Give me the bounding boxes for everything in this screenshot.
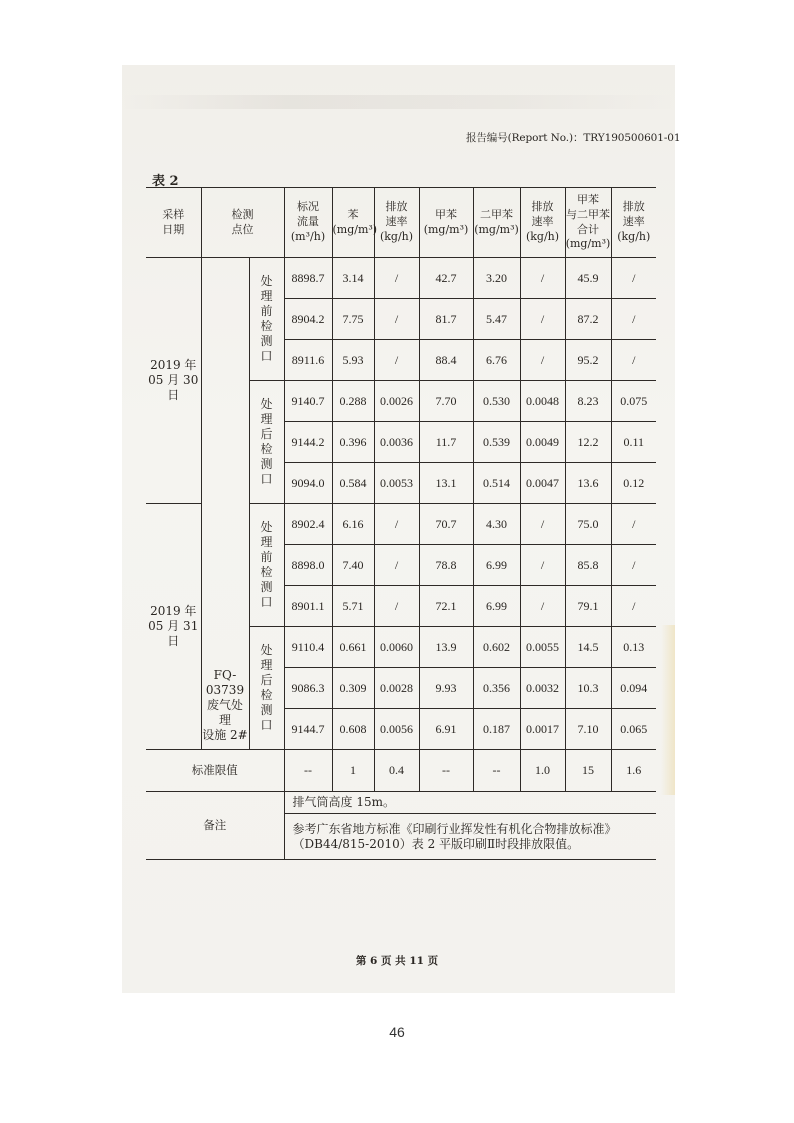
value-cell: 0.514: [473, 463, 520, 504]
value-cell: /: [374, 545, 419, 586]
limit-value: 1: [332, 750, 374, 792]
page-footer: 第 6 页 共 11 页: [355, 955, 439, 967]
remarks-line-2: 参考广东省地方标准《印刷行业挥发性有机化合物排放标准》（DB44/815-2010）表 2 平版印刷Ⅱ时段排放限值。: [284, 814, 656, 860]
value-cell: 0.602: [473, 627, 520, 668]
value-cell: 9086.3: [284, 668, 332, 709]
value-cell: 0.0048: [520, 381, 565, 422]
value-cell: 0.356: [473, 668, 520, 709]
value-cell: 5.71: [332, 586, 374, 627]
value-cell: /: [520, 504, 565, 545]
facility-cell: [201, 258, 249, 750]
value-cell: 0.13: [611, 627, 656, 668]
value-cell: 0.608: [332, 709, 374, 750]
value-cell: 7.10: [565, 709, 611, 750]
before-treatment-point: [249, 258, 284, 381]
col-header-total-rate: 排放 速率 (kg/h): [611, 188, 656, 258]
value-cell: 0.530: [473, 381, 520, 422]
value-cell: 6.99: [473, 545, 520, 586]
value-cell: /: [611, 258, 656, 299]
value-cell: 8.23: [565, 381, 611, 422]
value-cell: /: [611, 299, 656, 340]
value-cell: 3.14: [332, 258, 374, 299]
value-cell: /: [374, 340, 419, 381]
remarks-label: 备注: [146, 792, 284, 860]
sample-date: 2019 年 05 月 31 日: [148, 604, 199, 648]
limit-row: [146, 750, 656, 792]
value-cell: /: [611, 586, 656, 627]
limit-value: --: [419, 750, 473, 792]
before-treatment-point: [249, 504, 284, 627]
sample-date: 2019 年 05 月 30 日: [148, 358, 199, 402]
value-cell: 0.0028: [374, 668, 419, 709]
value-cell: 12.2: [565, 422, 611, 463]
faded-header: [122, 95, 675, 109]
limit-value: --: [473, 750, 520, 792]
value-cell: 79.1: [565, 586, 611, 627]
page-number: 46: [389, 1024, 405, 1040]
value-cell: 13.1: [419, 463, 473, 504]
value-cell: /: [374, 586, 419, 627]
value-cell: 0.396: [332, 422, 374, 463]
table-label: 表 2: [152, 174, 179, 189]
value-cell: 6.76: [473, 340, 520, 381]
value-cell: 5.93: [332, 340, 374, 381]
value-cell: 72.1: [419, 586, 473, 627]
value-cell: 75.0: [565, 504, 611, 545]
value-cell: /: [374, 504, 419, 545]
limit-value: 1.0: [520, 750, 565, 792]
value-cell: 95.2: [565, 340, 611, 381]
remarks-row: [146, 792, 656, 814]
value-cell: 7.70: [419, 381, 473, 422]
value-cell: 9.93: [419, 668, 473, 709]
point-label: 处 理 后 检 测 口: [260, 397, 273, 486]
value-cell: /: [611, 504, 656, 545]
value-cell: 7.40: [332, 545, 374, 586]
value-cell: 8901.1: [284, 586, 332, 627]
limit-value: 0.4: [374, 750, 419, 792]
value-cell: 4.30: [473, 504, 520, 545]
monitoring-table: [146, 187, 656, 860]
value-cell: 0.0053: [374, 463, 419, 504]
value-cell: 42.7: [419, 258, 473, 299]
col-header-toluene: 甲苯 (mg/m³): [419, 188, 473, 258]
value-cell: 9094.0: [284, 463, 332, 504]
value-cell: 8898.7: [284, 258, 332, 299]
value-cell: 13.6: [565, 463, 611, 504]
limit-value: 1.6: [611, 750, 656, 792]
value-cell: 70.7: [419, 504, 473, 545]
limit-label: 标准限值: [146, 750, 284, 792]
point-label: 处 理 后 检 测 口: [260, 643, 273, 732]
value-cell: 0.539: [473, 422, 520, 463]
value-cell: 0.288: [332, 381, 374, 422]
value-cell: 0.12: [611, 463, 656, 504]
value-cell: 0.094: [611, 668, 656, 709]
value-cell: 6.99: [473, 586, 520, 627]
sample-date-cell: [146, 258, 201, 504]
point-label: 处 理 前 检 测 口: [260, 520, 273, 609]
value-cell: /: [374, 299, 419, 340]
value-cell: 0.0060: [374, 627, 419, 668]
value-cell: 78.8: [419, 545, 473, 586]
value-cell: 8898.0: [284, 545, 332, 586]
value-cell: 81.7: [419, 299, 473, 340]
after-treatment-point: [249, 627, 284, 750]
value-cell: 11.7: [419, 422, 473, 463]
limit-value: 15: [565, 750, 611, 792]
value-cell: 0.661: [332, 627, 374, 668]
value-cell: 8911.6: [284, 340, 332, 381]
value-cell: 0.0036: [374, 422, 419, 463]
value-cell: 9110.4: [284, 627, 332, 668]
value-cell: 0.584: [332, 463, 374, 504]
value-cell: /: [520, 586, 565, 627]
value-cell: 5.47: [473, 299, 520, 340]
value-cell: 9144.2: [284, 422, 332, 463]
col-header-point: 检测 点位: [201, 188, 284, 258]
value-cell: 0.11: [611, 422, 656, 463]
value-cell: 6.16: [332, 504, 374, 545]
point-label: 处 理 前 检 测 口: [260, 274, 273, 363]
value-cell: /: [611, 340, 656, 381]
report-number: 报告编号(Report No.)：TRY190500601-01: [466, 132, 681, 144]
col-header-total: 甲苯 与二甲苯 合计 (mg/m³): [565, 188, 611, 258]
value-cell: 9140.7: [284, 381, 332, 422]
value-cell: /: [611, 545, 656, 586]
value-cell: 9144.7: [284, 709, 332, 750]
value-cell: 14.5: [565, 627, 611, 668]
value-cell: 0.0056: [374, 709, 419, 750]
limit-value: --: [284, 750, 332, 792]
value-cell: 0.075: [611, 381, 656, 422]
col-header-date: 采样 日期: [146, 188, 201, 258]
table-row: [146, 258, 656, 299]
value-cell: 0.0047: [520, 463, 565, 504]
value-cell: 0.0049: [520, 422, 565, 463]
value-cell: /: [520, 299, 565, 340]
value-cell: 0.309: [332, 668, 374, 709]
facility-name: FQ- 03739 废气处理 设施 2#: [202, 668, 248, 742]
col-header-flow: 标况 流量 (m³/h): [284, 188, 332, 258]
header-row: [146, 188, 656, 258]
after-treatment-point: [249, 381, 284, 504]
remarks-line-1: 排气筒高度 15m。: [284, 792, 656, 814]
value-cell: 3.20: [473, 258, 520, 299]
value-cell: 87.2: [565, 299, 611, 340]
value-cell: 88.4: [419, 340, 473, 381]
col-header-benzene-rate: 排放 速率 (kg/h): [374, 188, 419, 258]
value-cell: 45.9: [565, 258, 611, 299]
value-cell: 13.9: [419, 627, 473, 668]
value-cell: 8902.4: [284, 504, 332, 545]
value-cell: 0.0017: [520, 709, 565, 750]
value-cell: 85.8: [565, 545, 611, 586]
sample-date-cell: [146, 504, 201, 750]
value-cell: 7.75: [332, 299, 374, 340]
value-cell: 0.187: [473, 709, 520, 750]
value-cell: 8904.2: [284, 299, 332, 340]
value-cell: 0.0032: [520, 668, 565, 709]
col-header-xylene: 二甲苯 (mg/m³): [473, 188, 520, 258]
value-cell: 0.0026: [374, 381, 419, 422]
value-cell: /: [374, 258, 419, 299]
value-cell: 0.065: [611, 709, 656, 750]
value-cell: 10.3: [565, 668, 611, 709]
value-cell: 6.91: [419, 709, 473, 750]
value-cell: /: [520, 545, 565, 586]
value-cell: /: [520, 258, 565, 299]
col-header-xylene-rate: 排放 速率 (kg/h): [520, 188, 565, 258]
value-cell: /: [520, 340, 565, 381]
value-cell: 0.0055: [520, 627, 565, 668]
col-header-benzene: 苯 (mg/m³): [332, 188, 374, 258]
